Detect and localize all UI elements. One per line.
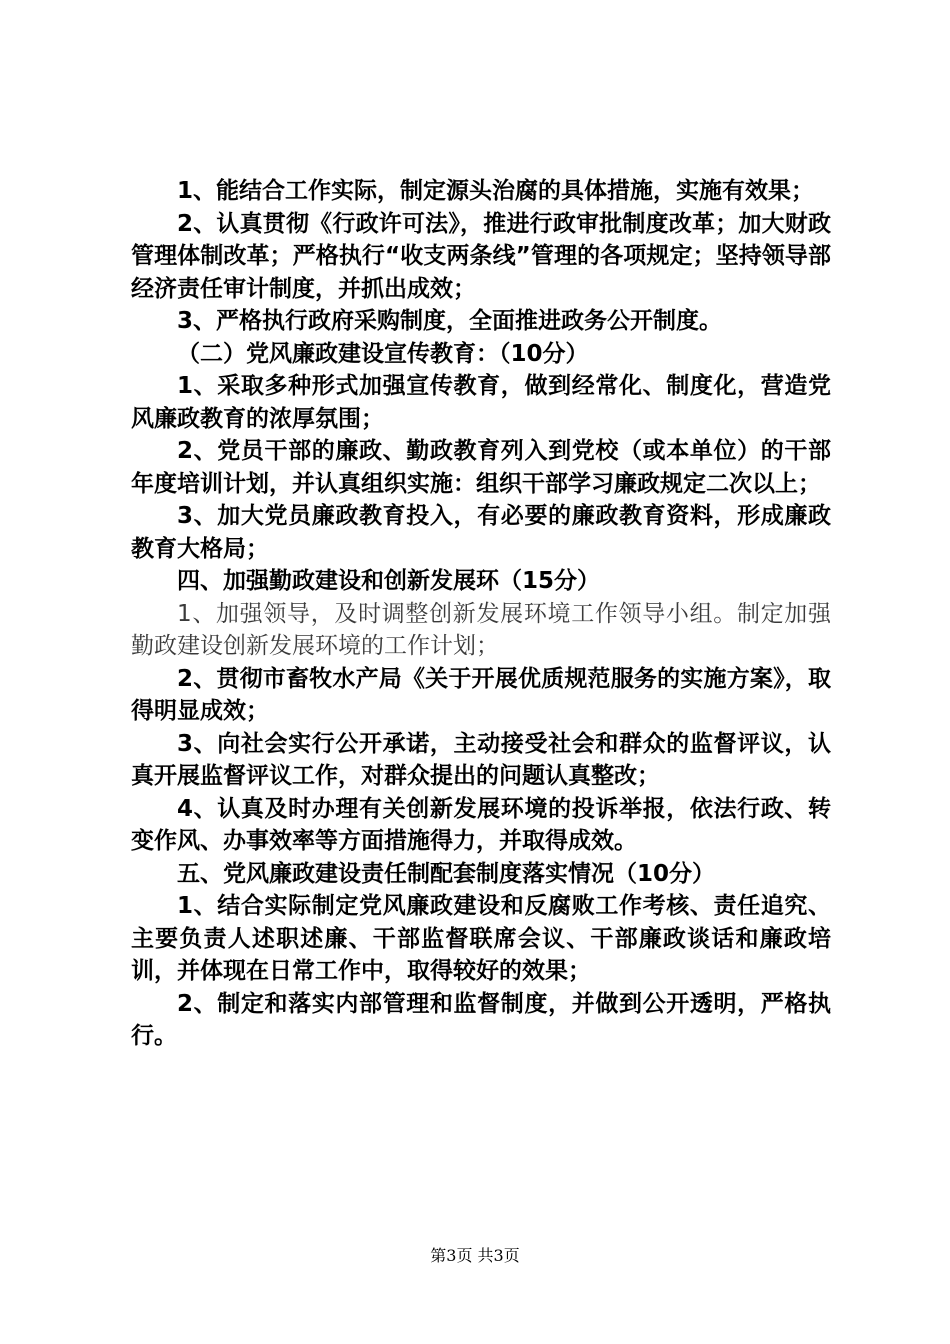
paragraph: 3、严格执行政府采购制度，全面推进政务公开制度。	[177, 308, 723, 334]
paragraph: 2、党员干部的廉政、勤政教育列入到党校（或本单位）的干部年度培训计划，并认真组织实施：组织干部学习廉政规定二次以上；	[131, 438, 831, 497]
section-heading: 四、加强勤政建设和创新发展环（15分）	[177, 568, 601, 594]
paragraph: 3、向社会实行公开承诺，主动接受社会和群众的监督评议，认真开展监督评议工作，对群众提出的问题认真整改；	[131, 730, 831, 789]
paragraph: 1、采取多种形式加强宣传教育，做到经常化、制度化，营造党风廉政教育的浓厚氛围；	[131, 373, 831, 432]
paragraph: 1、加强领导，及时调整创新发展环境工作领导小组。制定加强勤政建设创新发展环境的工作计划；	[131, 600, 831, 659]
paragraph: 2、贯彻市畜牧水产局《关于开展优质规范服务的实施方案》，取得明显成效；	[131, 665, 831, 724]
paragraph: 3、加大党员廉政教育投入，有必要的廉政教育资料，形成廉政教育大格局；	[131, 503, 831, 562]
paragraph: 4、认真及时办理有关创新发展环境的投诉举报，依法行政、转变作风、办事效率等方面措施得力，并取得成效。	[131, 795, 831, 854]
section-heading: 五、党风廉政建设责任制配套制度落实情况（10分）	[177, 860, 716, 887]
document-body	[131, 175, 831, 1053]
paragraph: 2、认真贯彻《行政许可法》，推进行政审批制度改革；加大财政管理体制改革；严格执行“收支两条线”管理的各项规定；坚持领导部经济责任审计制度，并抓出成效；	[131, 210, 831, 302]
page-footer: 第3页 共3页	[430, 1246, 520, 1265]
section-heading: （二）党风廉政建设宣传教育：（10分）	[177, 340, 589, 367]
paragraph: 1、能结合工作实际，制定源头治腐的具体措施，实施有效果；	[177, 178, 815, 204]
paragraph: 2、制定和落实内部管理和监督制度，并做到公开透明，严格执行。	[131, 990, 831, 1049]
paragraph: 1、结合实际制定党风廉政建设和反腐败工作考核、责任追究、主要负责人述职述廉、干部监督联席会议、干部廉政谈话和廉政培训，并体现在日常工作中，取得较好的效果；	[131, 893, 831, 984]
